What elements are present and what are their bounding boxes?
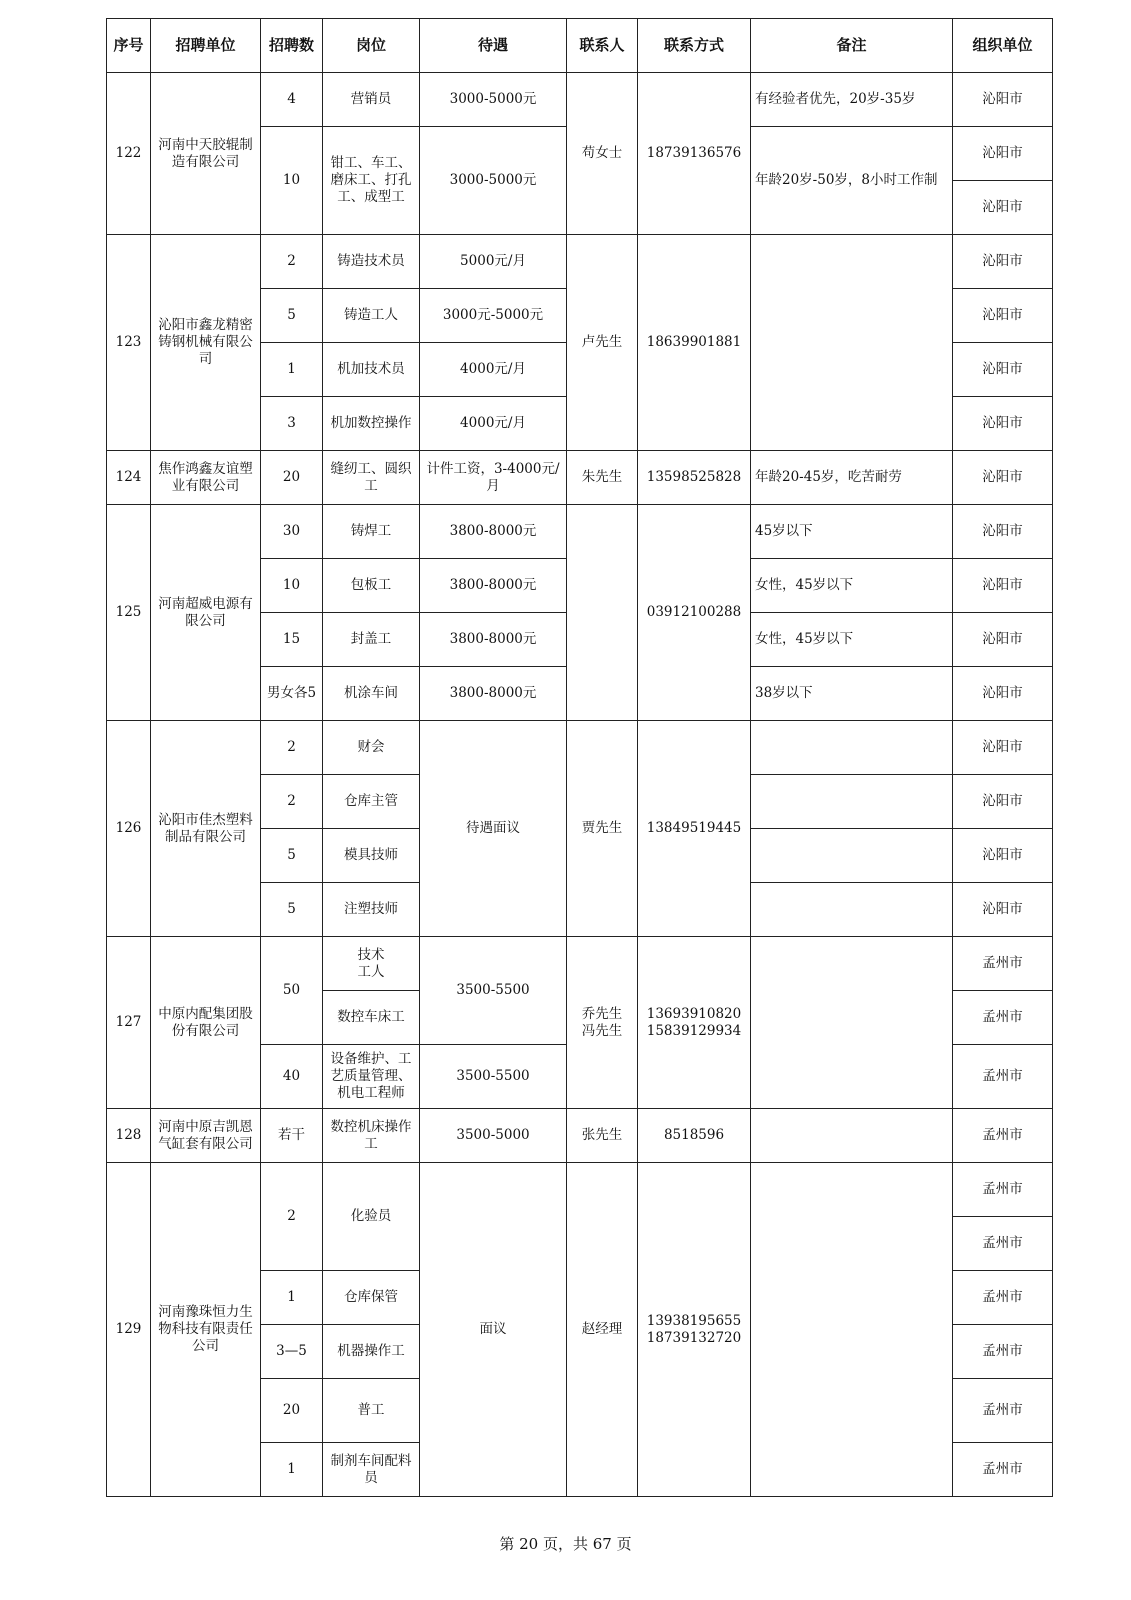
- cell-org: 沁阳市: [953, 289, 1053, 343]
- cell-org: 沁阳市: [953, 829, 1053, 883]
- header-company: 招聘单位: [151, 19, 261, 73]
- cell-org: 沁阳市: [953, 505, 1053, 559]
- cell-org: 孟州市: [953, 937, 1053, 991]
- cell-count: 10: [261, 559, 323, 613]
- cell-org: 孟州市: [953, 1045, 1053, 1109]
- cell-count: 3: [261, 397, 323, 451]
- cell-position: 机器操作工: [323, 1325, 420, 1379]
- cell-count: 50: [261, 937, 323, 1045]
- cell-pay: 3800-8000元: [420, 559, 567, 613]
- cell-org: 孟州市: [953, 1443, 1053, 1497]
- cell-position: 铸造技术员: [323, 235, 420, 289]
- cell-count: 5: [261, 829, 323, 883]
- cell-position: 封盖工: [323, 613, 420, 667]
- cell-phone: 13938195655 18739132720: [638, 1163, 751, 1497]
- table-row: [107, 235, 1053, 289]
- cell-count: 20: [261, 1379, 323, 1443]
- cell-org: 沁阳市: [953, 613, 1053, 667]
- cell-pay: 3000元-5000元: [420, 289, 567, 343]
- cell-org: 孟州市: [953, 991, 1053, 1045]
- cell-pay: 5000元/月: [420, 235, 567, 289]
- cell-count: 5: [261, 883, 323, 937]
- cell-count: 1: [261, 343, 323, 397]
- cell-count: 2: [261, 235, 323, 289]
- cell-count: 2: [261, 775, 323, 829]
- cell-company: 河南中原吉凯恩气缸套有限公司: [151, 1109, 261, 1163]
- cell-notes: 45岁以下: [751, 505, 953, 559]
- cell-pay: 3800-8000元: [420, 505, 567, 559]
- header-pay: 待遇: [420, 19, 567, 73]
- cell-org: 沁阳市: [953, 451, 1053, 505]
- cell-pay: 3000-5000元: [420, 127, 567, 235]
- cell-contact: 张先生: [567, 1109, 638, 1163]
- table-row: [107, 73, 1053, 127]
- cell-company: 焦作鸿鑫友谊塑业有限公司: [151, 451, 261, 505]
- cell-pay: 待遇面议: [420, 721, 567, 937]
- cell-phone: 18739136576: [638, 73, 751, 235]
- cell-notes: [751, 829, 953, 883]
- header-count: 招聘数: [261, 19, 323, 73]
- cell-count: 40: [261, 1045, 323, 1109]
- cell-phone: 03912100288: [638, 505, 751, 721]
- cell-count: 男女各5: [261, 667, 323, 721]
- cell-pay: 3500-5500: [420, 1045, 567, 1109]
- cell-seq: 122: [107, 73, 151, 235]
- cell-position: 钳工、车工、磨床工、打孔工、成型工: [323, 127, 420, 235]
- cell-seq: 125: [107, 505, 151, 721]
- cell-contact: 苟女士: [567, 73, 638, 235]
- cell-contact: 贾先生: [567, 721, 638, 937]
- cell-notes: 年龄20岁-50岁，8小时工作制: [751, 127, 953, 235]
- cell-phone: 8518596: [638, 1109, 751, 1163]
- cell-pay: 3500-5000: [420, 1109, 567, 1163]
- table-row: [107, 937, 1053, 991]
- cell-count: 2: [261, 721, 323, 775]
- cell-contact: 卢先生: [567, 235, 638, 451]
- header-phone: 联系方式: [638, 19, 751, 73]
- header-seq: 序号: [107, 19, 151, 73]
- cell-org: 沁阳市: [953, 667, 1053, 721]
- cell-pay: 3800-8000元: [420, 613, 567, 667]
- page-footer: 第 20 页，共 67 页: [499, 1535, 632, 1553]
- cell-company: 河南超威电源有限公司: [151, 505, 261, 721]
- cell-seq: 129: [107, 1163, 151, 1497]
- cell-count: 20: [261, 451, 323, 505]
- cell-notes: 年龄20-45岁，吃苦耐劳: [751, 451, 953, 505]
- cell-notes: 女性，45岁以下: [751, 559, 953, 613]
- cell-position: 技术 工人: [323, 937, 420, 991]
- cell-position: 制剂车间配料员: [323, 1443, 420, 1497]
- cell-seq: 126: [107, 721, 151, 937]
- cell-position: 注塑技师: [323, 883, 420, 937]
- cell-company: 河南豫珠恒力生物科技有限责任公司: [151, 1163, 261, 1497]
- cell-org: 沁阳市: [953, 73, 1053, 127]
- header-notes: 备注: [751, 19, 953, 73]
- cell-count: 30: [261, 505, 323, 559]
- cell-notes: [751, 883, 953, 937]
- cell-contact: 朱先生: [567, 451, 638, 505]
- cell-org: 沁阳市: [953, 559, 1053, 613]
- cell-org: 沁阳市: [953, 127, 1053, 181]
- cell-org: 孟州市: [953, 1379, 1053, 1443]
- cell-count: 若干: [261, 1109, 323, 1163]
- cell-org: 沁阳市: [953, 883, 1053, 937]
- cell-org: 沁阳市: [953, 721, 1053, 775]
- cell-notes: 有经验者优先，20岁-35岁: [751, 73, 953, 127]
- cell-org: 沁阳市: [953, 235, 1053, 289]
- cell-notes: [751, 1163, 953, 1497]
- cell-phone: 13849519445: [638, 721, 751, 937]
- cell-position: 普工: [323, 1379, 420, 1443]
- cell-count: 3—5: [261, 1325, 323, 1379]
- cell-phone: 18639901881: [638, 235, 751, 451]
- cell-notes: 38岁以下: [751, 667, 953, 721]
- cell-org: 沁阳市: [953, 397, 1053, 451]
- table-row: [107, 1163, 1053, 1217]
- cell-org: 孟州市: [953, 1217, 1053, 1271]
- cell-count: 1: [261, 1271, 323, 1325]
- cell-notes: [751, 1109, 953, 1163]
- cell-seq: 124: [107, 451, 151, 505]
- header-position: 岗位: [323, 19, 420, 73]
- cell-position: 铸造工人: [323, 289, 420, 343]
- cell-org: 孟州市: [953, 1163, 1053, 1217]
- cell-count: 15: [261, 613, 323, 667]
- cell-org: 沁阳市: [953, 343, 1053, 397]
- cell-pay: 4000元/月: [420, 343, 567, 397]
- cell-count: 4: [261, 73, 323, 127]
- cell-contact: 赵经理: [567, 1163, 638, 1497]
- cell-pay: 面议: [420, 1163, 567, 1497]
- cell-position: 缝纫工、圆织工: [323, 451, 420, 505]
- table-row: [107, 451, 1053, 505]
- cell-position: 数控车床工: [323, 991, 420, 1045]
- table-header-row: [107, 19, 1053, 73]
- header-contact: 联系人: [567, 19, 638, 73]
- recruitment-table: [106, 18, 1053, 1497]
- cell-notes: [751, 235, 953, 451]
- cell-company: 河南中天胶辊制造有限公司: [151, 73, 261, 235]
- cell-position: 设备维护、工艺质量管理、机电工程师: [323, 1045, 420, 1109]
- cell-contact: [567, 505, 638, 721]
- cell-position: 仓库保管: [323, 1271, 420, 1325]
- cell-position: 机涂车间: [323, 667, 420, 721]
- table-body: [107, 73, 1053, 1497]
- cell-notes: [751, 937, 953, 1109]
- table-row: [107, 1109, 1053, 1163]
- cell-count: 10: [261, 127, 323, 235]
- cell-position: 数控机床操作工: [323, 1109, 420, 1163]
- cell-seq: 123: [107, 235, 151, 451]
- table-row: [107, 721, 1053, 775]
- cell-seq: 127: [107, 937, 151, 1109]
- cell-position: 铸焊工: [323, 505, 420, 559]
- cell-pay: 计件工资，3-4000元/月: [420, 451, 567, 505]
- cell-org: 孟州市: [953, 1271, 1053, 1325]
- cell-org: 孟州市: [953, 1325, 1053, 1379]
- cell-position: 机加数控操作: [323, 397, 420, 451]
- cell-position: 仓库主管: [323, 775, 420, 829]
- cell-count: 5: [261, 289, 323, 343]
- cell-org: 沁阳市: [953, 181, 1053, 235]
- cell-position: 财会: [323, 721, 420, 775]
- cell-phone: 13598525828: [638, 451, 751, 505]
- cell-count: 1: [261, 1443, 323, 1497]
- cell-notes: [751, 721, 953, 775]
- cell-position: 包板工: [323, 559, 420, 613]
- cell-seq: 128: [107, 1109, 151, 1163]
- cell-contact: 乔先生 冯先生: [567, 937, 638, 1109]
- header-org: 组织单位: [953, 19, 1053, 73]
- cell-position: 模具技师: [323, 829, 420, 883]
- cell-pay: 3000-5000元: [420, 73, 567, 127]
- cell-company: 沁阳市佳杰塑料制品有限公司: [151, 721, 261, 937]
- cell-company: 中原内配集团股份有限公司: [151, 937, 261, 1109]
- cell-org: 孟州市: [953, 1109, 1053, 1163]
- cell-position: 营销员: [323, 73, 420, 127]
- cell-position: 机加技术员: [323, 343, 420, 397]
- cell-notes: 女性，45岁以下: [751, 613, 953, 667]
- cell-company: 沁阳市鑫龙精密铸钢机械有限公司: [151, 235, 261, 451]
- cell-pay: 3800-8000元: [420, 667, 567, 721]
- cell-count: 2: [261, 1163, 323, 1271]
- cell-pay: 4000元/月: [420, 397, 567, 451]
- cell-phone: 13693910820 15839129934: [638, 937, 751, 1109]
- cell-pay: 3500-5500: [420, 937, 567, 1045]
- cell-notes: [751, 775, 953, 829]
- cell-position: 化验员: [323, 1163, 420, 1271]
- table-row: [107, 505, 1053, 559]
- cell-org: 沁阳市: [953, 775, 1053, 829]
